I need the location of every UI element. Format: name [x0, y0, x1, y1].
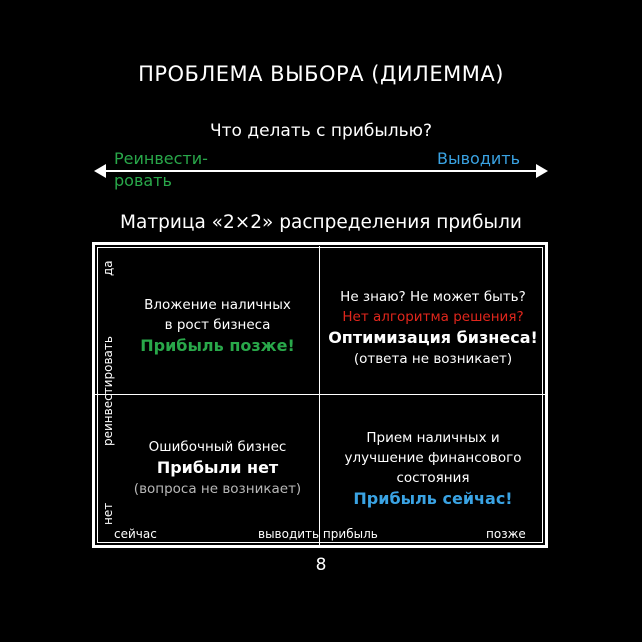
cell-bottom-right-highlight: Прибыль сейчас! [353, 489, 513, 508]
choice-reinvest-line1: Реинвести- [114, 149, 208, 168]
slide-title: ПРОБЛЕМА ВЫБОРА (ДИЛЕММА) [138, 62, 504, 86]
choice-reinvest-line2: ровать [114, 171, 172, 190]
y-axis-label: реинвестировать [101, 336, 115, 446]
y-axis-top-label: да [101, 260, 115, 276]
cell-top-left [120, 295, 315, 357]
cell-bottom-right [322, 428, 544, 510]
x-axis-left-label: сейчас [114, 527, 157, 541]
cell-bottom-right-line3: состояния [396, 470, 470, 486]
cell-bottom-right-line1: Прием наличных и [366, 430, 500, 446]
cell-bottom-left-line3: (вопроса не возникает) [133, 481, 302, 497]
matrix-vertical-divider [319, 246, 320, 548]
page-number: 8 [315, 555, 327, 575]
cell-top-right-highlight: Оптимизация бизнеса! [328, 328, 538, 347]
cell-bottom-left [120, 437, 315, 499]
double-arrow-icon [94, 162, 548, 180]
cell-top-right-note: Нет алгоритма решения? [342, 309, 524, 325]
choice-withdraw: Выводить [437, 149, 521, 168]
cell-top-right [322, 287, 544, 369]
cell-bottom-right-line2: улучшение финансового [344, 450, 522, 466]
matrix-title: Матрица «2×2» распределения прибыли [120, 212, 522, 233]
cell-top-left-line1: Вложение наличных [144, 297, 291, 313]
question-text: Что делать с прибылью? [209, 121, 432, 141]
cell-top-right-line1: Не знаю? Не может быть? [340, 289, 526, 305]
cell-top-right-line3: (ответа не возникает) [353, 351, 513, 367]
cell-top-left-highlight: Прибыль позже! [140, 336, 295, 355]
y-axis-bottom-label: нет [101, 502, 115, 525]
cell-bottom-left-line1: Ошибочный бизнес [148, 439, 287, 455]
x-axis-right-label: позже [486, 527, 526, 541]
cell-top-left-line2: в рост бизнеса [164, 317, 271, 333]
x-axis-label: выводить прибыль [258, 527, 378, 541]
cell-bottom-left-highlight: Прибыли нет [156, 458, 279, 477]
matrix-horizontal-divider [95, 394, 545, 395]
